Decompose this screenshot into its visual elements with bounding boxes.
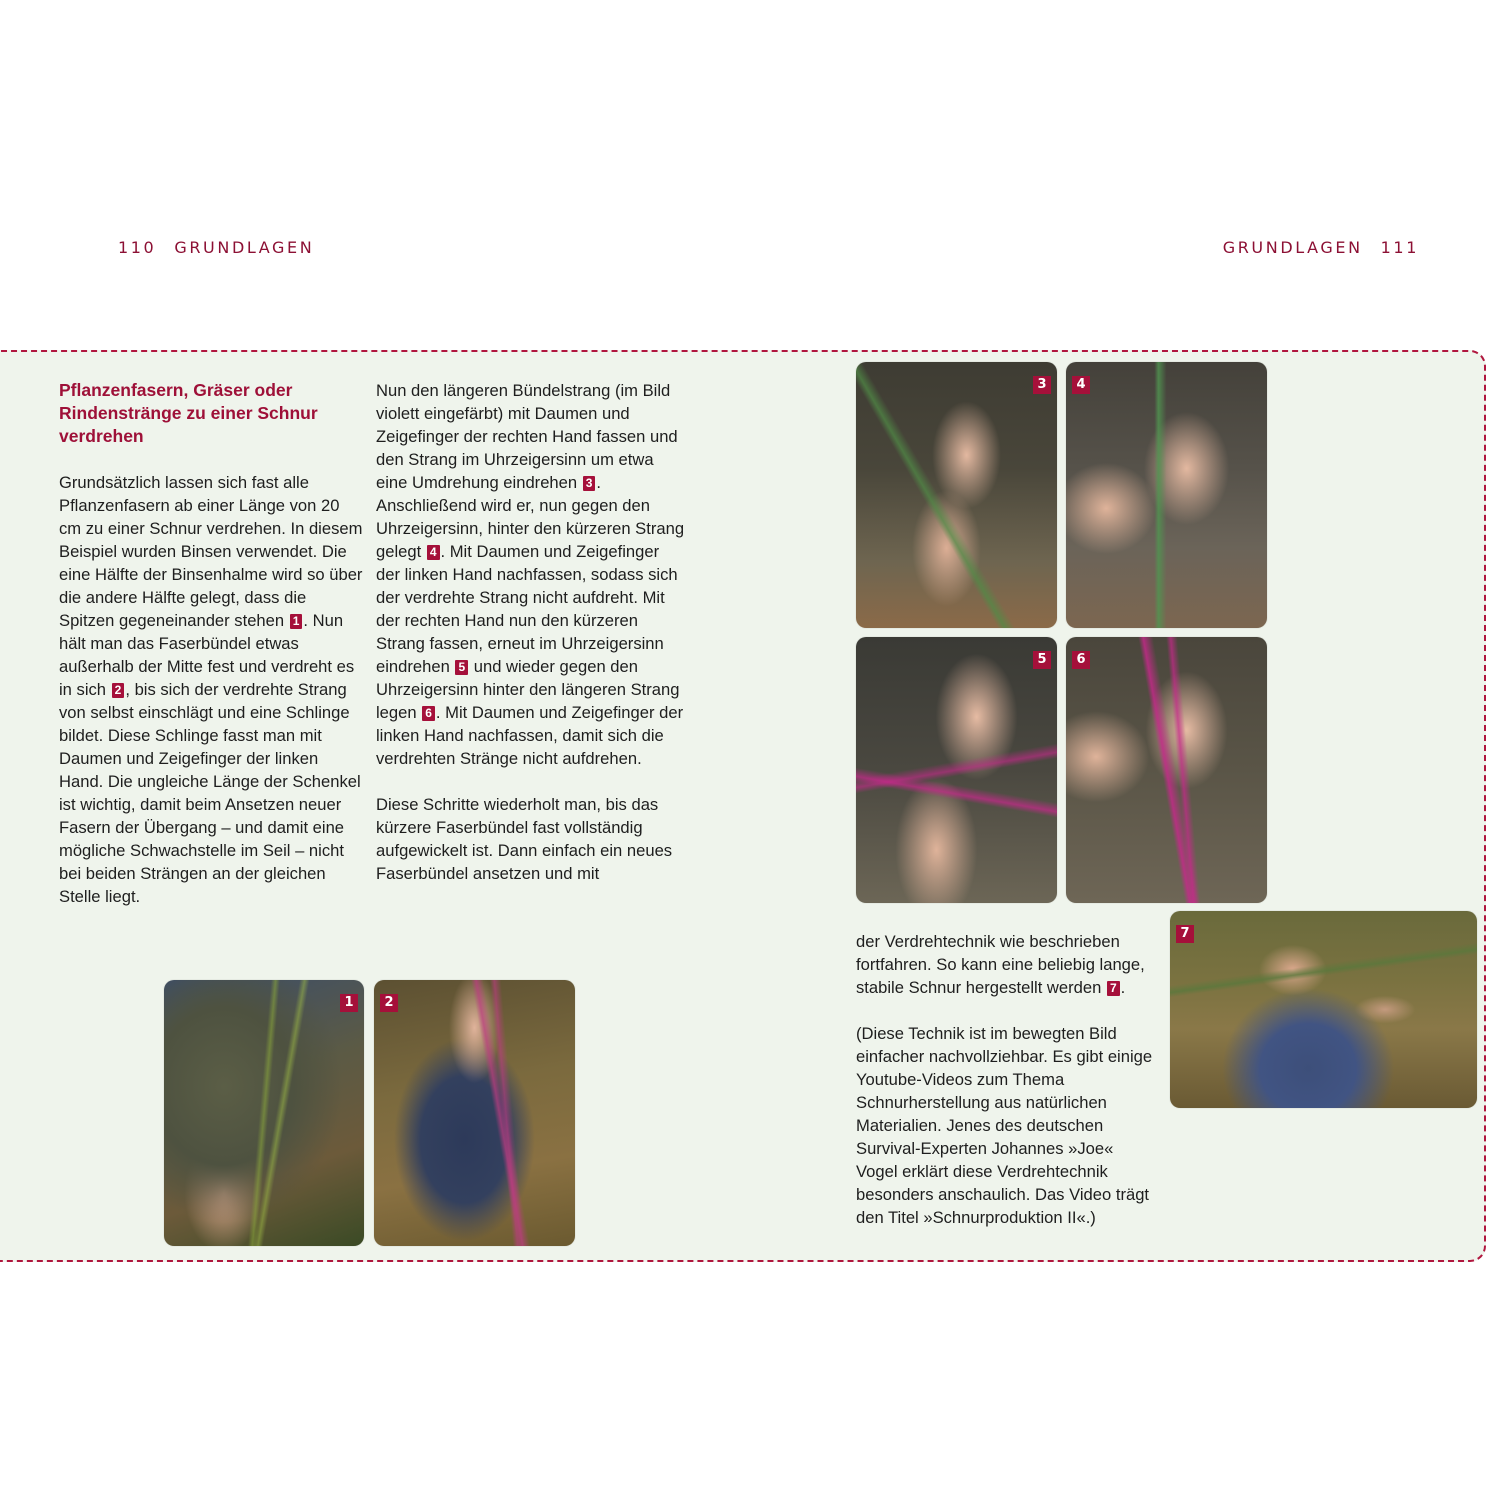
text-run: Nun den längeren Bündelstrang (im Bild violett eingefärbt) mit Daumen und Zeigefinger der rechten Hand fassen und den Strang im Uhrzeigersinn um etwa eine Umdrehung eindrehen [376, 381, 678, 492]
step-photo-6 [1066, 637, 1267, 903]
step-photo-3 [856, 362, 1057, 628]
step-photo-7 [1170, 911, 1477, 1108]
step-photo-4 [1066, 362, 1267, 628]
step-reference-badge: 5 [455, 660, 468, 675]
paragraph [856, 930, 1156, 999]
step-photo-5 [856, 637, 1057, 903]
step-number-badge: 3 [1033, 376, 1051, 394]
text-column-2 [376, 379, 686, 885]
text-column-3 [856, 930, 1156, 1229]
text-run: . [1120, 978, 1126, 997]
step-reference-badge: 6 [422, 706, 435, 721]
step-reference-badge: 2 [112, 683, 125, 698]
paragraph: (Diese Technik ist im bewegten Bild einfacher nachvollziehbar. Es gibt einige Youtube-Videos zum Thema Schnurherstellung aus natürlichen Materialien. Jenes des deutschen Survival-Experten Johannes »Joe« Vogel erklärt diese Verdrehtechnik besonders anschaulich. Das Video trägt den Titel »Schnurproduktion II«.) [856, 1024, 1153, 1227]
text-run: . Anschließend wird er, nun gegen den Uhrzeigersinn, hinter den kürzeren Strang gelegt [376, 473, 685, 561]
step-reference-badge: 1 [290, 614, 303, 629]
step-reference-badge: 7 [1107, 981, 1120, 996]
running-head-right [1223, 238, 1419, 257]
text-run: Grundsätzlich lassen sich fast alle Pflanzenfasern ab einer Länge von 20 cm zu einer Schnur verdrehen. In diesem Beispiel wurden Binsen verwendet. Die eine Hälfte der Binsenhalme wird so über die andere Hälfte gelegt, dass die Spitzen gegeneinander stehen [59, 473, 363, 630]
running-head-left [118, 238, 314, 257]
text-run: und wieder gegen den Uhrzeigersinn hinter den längeren Strang legen [376, 657, 680, 722]
step-reference-badge: 4 [427, 545, 440, 560]
step-reference-badge: 3 [583, 476, 596, 491]
text-run: der Verdrehtechnik wie beschrieben fortfahren. So kann eine beliebig lange, stabile Schnur hergestellt werden [856, 932, 1145, 997]
step-number-badge: 2 [380, 994, 398, 1012]
step-number-badge: 6 [1072, 651, 1090, 669]
section-heading: Pflanzenfasern, Gräser oder Rindenstränge zu einer Schnur verdrehen [59, 380, 318, 446]
page-number-right: 111 [1380, 238, 1419, 257]
text-run: , bis sich der verdrehte Strang von selbst einschlägt und eine Schlinge bildet. Diese Schlinge fasst man mit Daumen und Zeigefinger der linken Hand. Die ungleiche Länge der Schenkel ist wichtig, damit beim Ansetzen neuer Fasern der Übergang – und damit eine mögliche Schwachstelle im Seil – nicht bei beiden Strängen an der gleichen Stelle liegt. [59, 680, 361, 906]
step-photo-2 [374, 980, 575, 1246]
section-title-left: GRUNDLAGEN [174, 238, 315, 257]
step-number-badge: 4 [1072, 376, 1090, 394]
step-number-badge: 5 [1033, 651, 1051, 669]
paragraph: Diese Schritte wiederholt man, bis das kürzere Faserbündel fast vollständig aufgewickelt ist. Dann einfach ein neues Faserbündel ansetzen und mit [376, 795, 673, 883]
step-number-badge: 7 [1176, 925, 1194, 943]
page-number-left: 110 [118, 238, 157, 257]
step-photo-1 [164, 980, 364, 1246]
paragraph [59, 471, 364, 908]
text-column-1 [59, 379, 364, 908]
section-title-right: GRUNDLAGEN [1222, 238, 1363, 257]
text-run: . Mit Daumen und Zeigefinger der linken Hand nachfassen, sodass sich der verdrehte Strang nicht aufdreht. Mit der rechten Hand nun den kürzeren Strang fassen, erneut im Uhrzeigersinn eindrehen [376, 542, 678, 676]
paragraph [376, 379, 686, 770]
text-run: . Mit Daumen und Zeigefinger der linken Hand nachfassen, damit sich die verdrehten Stränge nicht aufdrehen. [376, 703, 684, 768]
text-run: . Nun hält man das Faserbündel etwas außerhalb der Mitte fest und verdreht es in sich [59, 611, 355, 699]
step-number-badge: 1 [340, 994, 358, 1012]
